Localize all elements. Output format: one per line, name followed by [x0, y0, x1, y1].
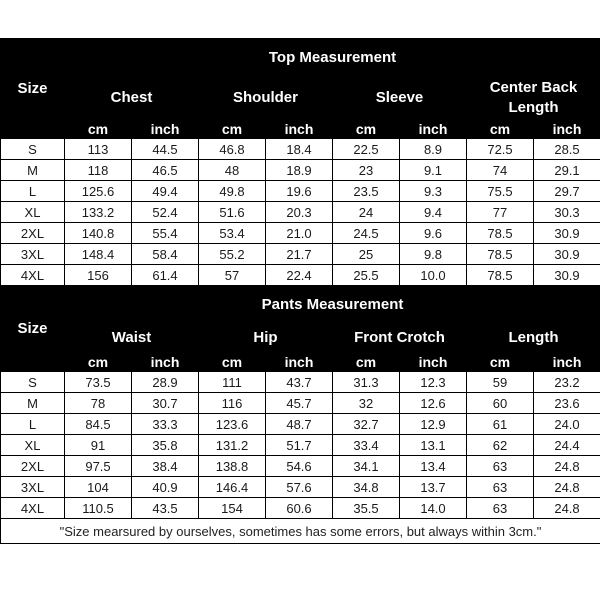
value-cell: 9.3 [400, 181, 467, 202]
top-size-header: Size [1, 39, 65, 139]
value-cell: 156 [65, 265, 132, 286]
value-cell: 24.8 [534, 456, 600, 477]
center-back-length-label: Center Back Length [489, 78, 578, 116]
value-cell: 13.1 [400, 435, 467, 456]
value-cell: 62 [467, 435, 534, 456]
value-cell: 104 [65, 477, 132, 498]
value-cell: 84.5 [65, 414, 132, 435]
value-cell: 52.4 [132, 202, 199, 223]
value-cell: 32 [333, 393, 400, 414]
value-cell: 63 [467, 498, 534, 519]
value-cell: 123.6 [199, 414, 266, 435]
front-crotch-header: Front Crotch [333, 324, 467, 352]
value-cell: 12.6 [400, 393, 467, 414]
value-cell: 131.2 [199, 435, 266, 456]
top-title-row [1, 39, 600, 77]
note-row [1, 519, 600, 544]
pants-unit-header-cm: cm [467, 352, 534, 372]
pants-data-body [1, 372, 600, 519]
pants-size-header: Size [1, 286, 65, 372]
pants-unit-header-cm: cm [65, 352, 132, 372]
value-cell: 35.8 [132, 435, 199, 456]
value-cell: 91 [65, 435, 132, 456]
value-cell: 22.5 [333, 139, 400, 160]
pants-title-row [1, 286, 600, 324]
table-row [1, 498, 600, 519]
value-cell: 24.8 [534, 498, 600, 519]
value-cell: 73.5 [65, 372, 132, 393]
size-cell: L [1, 414, 65, 435]
value-cell: 59 [467, 372, 534, 393]
value-cell: 60 [467, 393, 534, 414]
size-cell: XL [1, 435, 65, 456]
size-cell: 3XL [1, 477, 65, 498]
pants-measurement-title: Pants Measurement [65, 286, 600, 324]
top-unit-header-cm: cm [333, 119, 400, 139]
value-cell: 24.8 [534, 477, 600, 498]
size-cell: M [1, 160, 65, 181]
value-cell: 33.3 [132, 414, 199, 435]
value-cell: 30.9 [534, 223, 600, 244]
value-cell: 9.6 [400, 223, 467, 244]
pants-unit-row [1, 352, 600, 372]
size-cell: S [1, 139, 65, 160]
value-cell: 51.7 [266, 435, 333, 456]
value-cell: 43.5 [132, 498, 199, 519]
pants-unit-header-inch: inch [132, 352, 199, 372]
top-group-row [1, 77, 600, 119]
value-cell: 30.9 [534, 244, 600, 265]
table-row [1, 139, 600, 160]
value-cell: 44.5 [132, 139, 199, 160]
value-cell: 24.0 [534, 414, 600, 435]
waist-header: Waist [65, 324, 199, 352]
value-cell: 12.9 [400, 414, 467, 435]
value-cell: 14.0 [400, 498, 467, 519]
value-cell: 138.8 [199, 456, 266, 477]
chest-header: Chest [65, 77, 199, 119]
value-cell: 75.5 [467, 181, 534, 202]
value-cell: 23.2 [534, 372, 600, 393]
size-chart [0, 38, 600, 544]
size-cell: 2XL [1, 223, 65, 244]
size-cell: S [1, 372, 65, 393]
top-data-body [1, 139, 600, 286]
value-cell: 63 [467, 456, 534, 477]
size-cell: 2XL [1, 456, 65, 477]
value-cell: 45.7 [266, 393, 333, 414]
top-unit-header-cm: cm [65, 119, 132, 139]
top-measurement-title: Top Measurement [65, 39, 600, 77]
table-row [1, 393, 600, 414]
value-cell: 40.9 [132, 477, 199, 498]
value-cell: 9.8 [400, 244, 467, 265]
value-cell: 29.1 [534, 160, 600, 181]
value-cell: 97.5 [65, 456, 132, 477]
sleeve-header: Sleeve [333, 77, 467, 119]
center-back-length-header [467, 77, 600, 119]
size-chart-table [0, 38, 600, 544]
value-cell: 18.4 [266, 139, 333, 160]
value-cell: 57 [199, 265, 266, 286]
value-cell: 116 [199, 393, 266, 414]
pants-unit-header-inch: inch [534, 352, 600, 372]
length-header: Length [467, 324, 600, 352]
pants-unit-header-cm: cm [199, 352, 266, 372]
table-row [1, 456, 600, 477]
value-cell: 23 [333, 160, 400, 181]
value-cell: 48.7 [266, 414, 333, 435]
value-cell: 49.8 [199, 181, 266, 202]
value-cell: 51.6 [199, 202, 266, 223]
value-cell: 46.5 [132, 160, 199, 181]
value-cell: 78.5 [467, 244, 534, 265]
value-cell: 35.5 [333, 498, 400, 519]
value-cell: 9.4 [400, 202, 467, 223]
value-cell: 61 [467, 414, 534, 435]
value-cell: 38.4 [132, 456, 199, 477]
hip-header: Hip [199, 324, 333, 352]
table-row [1, 223, 600, 244]
value-cell: 24.4 [534, 435, 600, 456]
value-cell: 23.5 [333, 181, 400, 202]
value-cell: 140.8 [65, 223, 132, 244]
top-unit-header-cm: cm [199, 119, 266, 139]
value-cell: 20.3 [266, 202, 333, 223]
value-cell: 49.4 [132, 181, 199, 202]
value-cell: 148.4 [65, 244, 132, 265]
value-cell: 34.8 [333, 477, 400, 498]
size-cell: L [1, 181, 65, 202]
value-cell: 21.0 [266, 223, 333, 244]
value-cell: 154 [199, 498, 266, 519]
size-cell: XL [1, 202, 65, 223]
top-unit-header-inch: inch [266, 119, 333, 139]
shoulder-header: Shoulder [199, 77, 333, 119]
pants-unit-header-inch: inch [266, 352, 333, 372]
value-cell: 110.5 [65, 498, 132, 519]
size-cell: 3XL [1, 244, 65, 265]
value-cell: 30.9 [534, 265, 600, 286]
top-unit-header-inch: inch [400, 119, 467, 139]
top-unit-row [1, 119, 600, 139]
value-cell: 18.9 [266, 160, 333, 181]
value-cell: 58.4 [132, 244, 199, 265]
table-row [1, 414, 600, 435]
table-row [1, 181, 600, 202]
value-cell: 55.2 [199, 244, 266, 265]
value-cell: 125.6 [65, 181, 132, 202]
table-row [1, 435, 600, 456]
table-row [1, 265, 600, 286]
pants-unit-header-cm: cm [333, 352, 400, 372]
value-cell: 78.5 [467, 223, 534, 244]
value-cell: 30.7 [132, 393, 199, 414]
value-cell: 78 [65, 393, 132, 414]
value-cell: 23.6 [534, 393, 600, 414]
value-cell: 53.4 [199, 223, 266, 244]
value-cell: 21.7 [266, 244, 333, 265]
value-cell: 29.7 [534, 181, 600, 202]
value-cell: 54.6 [266, 456, 333, 477]
value-cell: 19.6 [266, 181, 333, 202]
table-row [1, 372, 600, 393]
size-cell: 4XL [1, 498, 65, 519]
value-cell: 8.9 [400, 139, 467, 160]
value-cell: 32.7 [333, 414, 400, 435]
value-cell: 28.9 [132, 372, 199, 393]
table-row [1, 477, 600, 498]
value-cell: 28.5 [534, 139, 600, 160]
value-cell: 25 [333, 244, 400, 265]
value-cell: 133.2 [65, 202, 132, 223]
value-cell: 13.7 [400, 477, 467, 498]
table-row [1, 244, 600, 265]
table-row [1, 202, 600, 223]
value-cell: 74 [467, 160, 534, 181]
value-cell: 48 [199, 160, 266, 181]
value-cell: 61.4 [132, 265, 199, 286]
value-cell: 57.6 [266, 477, 333, 498]
value-cell: 113 [65, 139, 132, 160]
value-cell: 12.3 [400, 372, 467, 393]
value-cell: 9.1 [400, 160, 467, 181]
value-cell: 24 [333, 202, 400, 223]
value-cell: 60.6 [266, 498, 333, 519]
size-note: "Size mearsured by ourselves, sometimes has some errors, but always within 3cm." [1, 519, 600, 544]
value-cell: 55.4 [132, 223, 199, 244]
value-cell: 30.3 [534, 202, 600, 223]
value-cell: 72.5 [467, 139, 534, 160]
value-cell: 77 [467, 202, 534, 223]
size-cell: M [1, 393, 65, 414]
value-cell: 34.1 [333, 456, 400, 477]
value-cell: 24.5 [333, 223, 400, 244]
pants-unit-header-inch: inch [400, 352, 467, 372]
value-cell: 31.3 [333, 372, 400, 393]
value-cell: 10.0 [400, 265, 467, 286]
value-cell: 146.4 [199, 477, 266, 498]
value-cell: 22.4 [266, 265, 333, 286]
value-cell: 63 [467, 477, 534, 498]
value-cell: 43.7 [266, 372, 333, 393]
value-cell: 13.4 [400, 456, 467, 477]
table-row [1, 160, 600, 181]
value-cell: 46.8 [199, 139, 266, 160]
top-unit-header-cm: cm [467, 119, 534, 139]
value-cell: 118 [65, 160, 132, 181]
size-cell: 4XL [1, 265, 65, 286]
value-cell: 78.5 [467, 265, 534, 286]
value-cell: 25.5 [333, 265, 400, 286]
top-unit-header-inch: inch [132, 119, 199, 139]
pants-group-row [1, 324, 600, 352]
top-unit-header-inch: inch [534, 119, 600, 139]
value-cell: 111 [199, 372, 266, 393]
value-cell: 33.4 [333, 435, 400, 456]
